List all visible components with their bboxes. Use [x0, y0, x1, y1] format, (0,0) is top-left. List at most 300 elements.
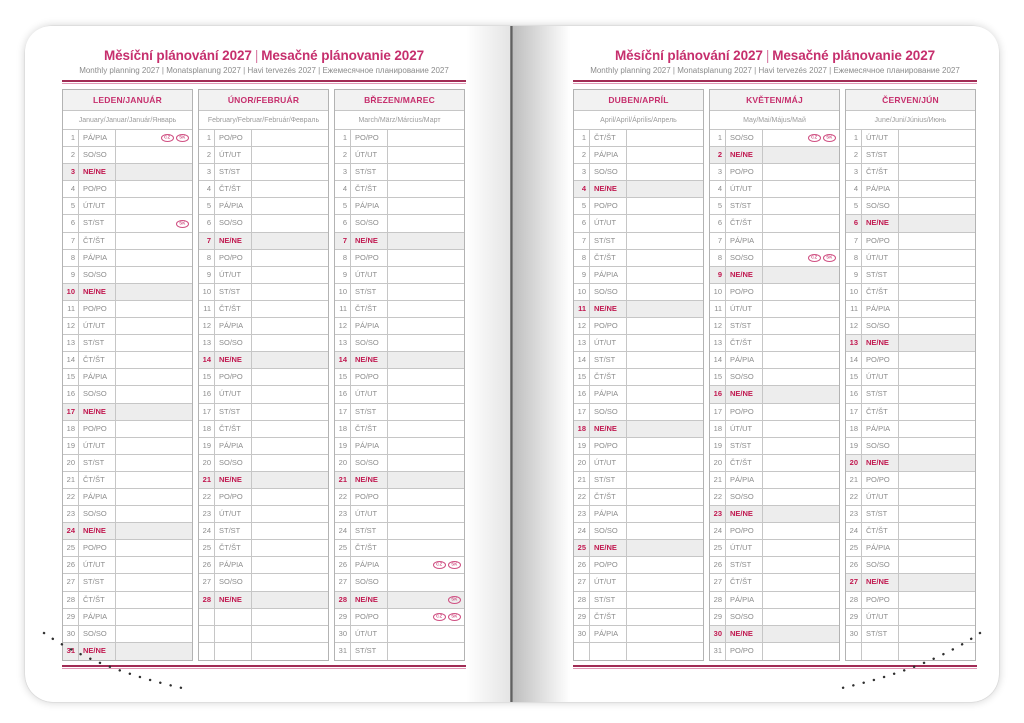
weekday-label: NE/NE — [79, 284, 116, 300]
weekday-label: PÁ/PIA — [590, 147, 627, 163]
page-title-cz: Měsíční plánování 2027 — [614, 48, 763, 63]
weekday-label: ST/ST — [215, 404, 252, 420]
holiday-badge-text: SK — [179, 135, 186, 141]
day-row — [63, 130, 192, 147]
day-row — [335, 626, 464, 643]
day-number: 2 — [846, 147, 862, 163]
holiday-badge-text: CZ — [811, 135, 818, 141]
day-row — [574, 233, 703, 250]
day-number: 18 — [710, 421, 726, 437]
day-number: 18 — [574, 421, 590, 437]
months-grid-left — [62, 89, 466, 661]
day-number: 9 — [335, 267, 351, 283]
weekday-label: ÚT/UT — [79, 198, 116, 214]
note-cell — [116, 335, 192, 351]
weekday-label: NE/NE — [726, 506, 763, 522]
page-right-content — [573, 48, 977, 669]
weekday-label: PÁ/PIA — [79, 130, 116, 146]
day-number: 23 — [574, 506, 590, 522]
holiday-badge-cz — [433, 561, 446, 569]
note-cell — [899, 284, 975, 300]
day-row — [63, 267, 192, 284]
day-row — [335, 523, 464, 540]
weekday-label — [215, 643, 252, 660]
note-cell — [899, 215, 975, 231]
note-cell — [116, 369, 192, 385]
day-row — [846, 540, 975, 557]
day-row — [846, 386, 975, 403]
weekday-label: PO/PO — [79, 181, 116, 197]
day-number: 16 — [335, 386, 351, 402]
day-number: 17 — [199, 404, 215, 420]
day-number: 13 — [710, 335, 726, 351]
day-row — [846, 472, 975, 489]
day-number: 27 — [63, 574, 79, 590]
day-row — [710, 626, 839, 643]
day-row — [199, 506, 328, 523]
day-number: 15 — [63, 369, 79, 385]
day-row — [710, 455, 839, 472]
weekday-label: ČT/ŠT — [79, 592, 116, 608]
weekday-label: PO/PO — [215, 130, 252, 146]
day-row — [335, 574, 464, 591]
month-table-duben-april — [573, 89, 704, 661]
day-number: 30 — [63, 626, 79, 642]
weekday-label: ÚT/UT — [351, 386, 388, 402]
weekday-label: SO/SO — [215, 215, 252, 231]
weekday-label: PO/PO — [351, 489, 388, 505]
weekday-label: NE/NE — [726, 267, 763, 283]
note-cell — [388, 592, 464, 608]
day-number: 31 — [710, 643, 726, 660]
weekday-label: PO/PO — [215, 489, 252, 505]
day-row — [846, 130, 975, 147]
day-number: 24 — [199, 523, 215, 539]
day-number: 13 — [63, 335, 79, 351]
weekday-label: ST/ST — [215, 284, 252, 300]
day-row — [710, 506, 839, 523]
day-number: 29 — [846, 609, 862, 625]
note-cell — [388, 523, 464, 539]
day-row — [846, 318, 975, 335]
day-row — [710, 318, 839, 335]
day-number: 28 — [574, 592, 590, 608]
day-number: 9 — [574, 267, 590, 283]
note-cell — [388, 421, 464, 437]
day-number: 21 — [574, 472, 590, 488]
note-cell — [388, 386, 464, 402]
note-cell — [388, 181, 464, 197]
day-number: 14 — [63, 352, 79, 368]
weekday-label: ST/ST — [862, 267, 899, 283]
holiday-badge-text: CZ — [811, 255, 818, 260]
day-row — [335, 472, 464, 489]
day-row — [63, 404, 192, 421]
note-cell — [627, 438, 703, 454]
note-cell — [899, 233, 975, 249]
day-row — [574, 421, 703, 438]
day-row — [574, 523, 703, 540]
note-cell — [899, 250, 975, 266]
weekday-label: SO/SO — [351, 455, 388, 471]
weekday-label: ST/ST — [590, 592, 627, 608]
weekday-label: NE/NE — [862, 455, 899, 471]
day-number: 19 — [574, 438, 590, 454]
day-number: 4 — [335, 181, 351, 197]
day-number: 16 — [710, 386, 726, 402]
day-number: 9 — [199, 267, 215, 283]
weekday-label: PÁ/PIA — [862, 181, 899, 197]
weekday-label: NE/NE — [79, 404, 116, 420]
month-subtitle: February/Februar/Február/Февраль — [199, 111, 328, 130]
day-number: 29 — [63, 609, 79, 625]
day-row — [574, 318, 703, 335]
note-cell — [899, 421, 975, 437]
weekday-label: PO/PO — [726, 523, 763, 539]
day-row — [846, 609, 975, 626]
day-row — [63, 438, 192, 455]
note-cell — [627, 626, 703, 642]
note-cell — [388, 455, 464, 471]
day-row — [335, 164, 464, 181]
note-cell — [252, 147, 328, 163]
page-title-sk: Mesačné plánovanie 2027 — [261, 48, 425, 63]
weekday-label: ČT/ŠT — [590, 130, 627, 146]
holiday-badge-cz — [808, 254, 821, 262]
weekday-label: ST/ST — [862, 147, 899, 163]
day-row — [846, 455, 975, 472]
day-number: 28 — [710, 592, 726, 608]
day-number: 14 — [710, 352, 726, 368]
empty-row — [199, 643, 328, 660]
note-cell — [627, 609, 703, 625]
day-row — [63, 164, 192, 181]
day-row — [335, 592, 464, 609]
day-number: 25 — [710, 540, 726, 556]
weekday-label: ST/ST — [726, 557, 763, 573]
weekday-label: NE/NE — [862, 215, 899, 231]
day-number: 12 — [710, 318, 726, 334]
month-subtitle: April/April/Április/Апрель — [574, 111, 703, 130]
weekday-label: NE/NE — [726, 147, 763, 163]
day-number: 7 — [574, 233, 590, 249]
weekday-label: SO/SO — [590, 404, 627, 420]
note-cell — [388, 404, 464, 420]
day-row — [335, 557, 464, 574]
weekday-label: ST/ST — [351, 523, 388, 539]
day-number: 8 — [846, 250, 862, 266]
note-cell — [388, 164, 464, 180]
holiday-badge-cz — [161, 134, 174, 142]
day-number: 13 — [199, 335, 215, 351]
day-number: 27 — [710, 574, 726, 590]
note-cell — [388, 233, 464, 249]
note-cell — [899, 267, 975, 283]
day-row — [63, 250, 192, 267]
day-row — [710, 233, 839, 250]
weekday-label: SO/SO — [590, 284, 627, 300]
day-row — [199, 215, 328, 232]
day-row — [63, 506, 192, 523]
note-cell — [252, 557, 328, 573]
note-cell — [116, 250, 192, 266]
weekday-label: ČT/ŠT — [590, 489, 627, 505]
day-row — [335, 284, 464, 301]
day-number: 25 — [574, 540, 590, 556]
day-number: 25 — [63, 540, 79, 556]
day-row — [710, 164, 839, 181]
note-cell — [252, 643, 328, 660]
day-number: 7 — [199, 233, 215, 249]
note-cell — [763, 489, 839, 505]
day-row — [710, 540, 839, 557]
holiday-badge-text: SK — [826, 135, 833, 141]
weekday-label: PO/PO — [351, 369, 388, 385]
note-cell — [388, 250, 464, 266]
day-row — [574, 609, 703, 626]
month-subtitle: January/Januar/Január/Январь — [63, 111, 192, 130]
weekday-label: ČT/ŠT — [862, 164, 899, 180]
weekday-label: SO/SO — [351, 215, 388, 231]
month-table-leden-januar — [62, 89, 193, 661]
note-cell — [116, 438, 192, 454]
holiday-badge-text: SK — [826, 255, 833, 260]
day-row — [574, 198, 703, 215]
note-cell — [899, 472, 975, 488]
weekday-label: PÁ/PIA — [215, 318, 252, 334]
day-row — [710, 592, 839, 609]
weekday-label: SO/SO — [726, 250, 763, 266]
day-row — [574, 147, 703, 164]
note-cell — [252, 404, 328, 420]
weekday-label: ČT/ŠT — [726, 215, 763, 231]
day-number: 1 — [574, 130, 590, 146]
note-cell — [252, 540, 328, 556]
weekday-label: PO/PO — [590, 438, 627, 454]
day-number — [574, 643, 590, 660]
day-row — [574, 506, 703, 523]
day-number: 4 — [846, 181, 862, 197]
note-cell — [899, 438, 975, 454]
note-cell — [763, 404, 839, 420]
day-number: 5 — [846, 198, 862, 214]
note-cell — [252, 609, 328, 625]
note-cell — [763, 369, 839, 385]
weekday-label: ÚT/UT — [862, 489, 899, 505]
day-number: 10 — [63, 284, 79, 300]
gutter-shadow-left — [466, 26, 512, 702]
note-cell — [763, 147, 839, 163]
day-row — [63, 369, 192, 386]
day-number: 27 — [335, 574, 351, 590]
day-row — [335, 318, 464, 335]
weekday-label: SO/SO — [215, 335, 252, 351]
note-cell — [627, 250, 703, 266]
day-number: 28 — [846, 592, 862, 608]
day-row — [199, 421, 328, 438]
day-number: 7 — [710, 233, 726, 249]
day-row — [199, 523, 328, 540]
weekday-label: PO/PO — [351, 130, 388, 146]
note-cell — [116, 352, 192, 368]
day-number: 17 — [710, 404, 726, 420]
weekday-label: ČT/ŠT — [590, 250, 627, 266]
day-row — [846, 215, 975, 232]
note-cell — [252, 181, 328, 197]
weekday-label: ST/ST — [590, 352, 627, 368]
holiday-badge-text: SK — [451, 597, 458, 602]
note-cell — [388, 147, 464, 163]
day-row — [335, 147, 464, 164]
weekday-label: ÚT/UT — [726, 421, 763, 437]
weekday-label: ST/ST — [862, 386, 899, 402]
month-table-unor-februar — [198, 89, 329, 661]
note-cell — [763, 540, 839, 556]
day-row — [710, 250, 839, 267]
weekday-label: ST/ST — [351, 643, 388, 660]
weekday-label: SO/SO — [862, 318, 899, 334]
day-number: 10 — [574, 284, 590, 300]
day-number: 19 — [710, 438, 726, 454]
weekday-label: ČT/ŠT — [862, 404, 899, 420]
day-number: 31 — [63, 643, 79, 660]
day-row — [335, 233, 464, 250]
day-number: 27 — [846, 574, 862, 590]
weekday-label: NE/NE — [726, 386, 763, 402]
day-row — [710, 198, 839, 215]
weekday-label: SO/SO — [79, 147, 116, 163]
note-cell — [899, 455, 975, 471]
weekday-label: ÚT/UT — [351, 506, 388, 522]
weekday-label: SO/SO — [79, 386, 116, 402]
day-row — [335, 506, 464, 523]
day-number: 4 — [199, 181, 215, 197]
weekday-label: NE/NE — [79, 164, 116, 180]
weekday-label: PO/PO — [726, 284, 763, 300]
note-cell — [899, 489, 975, 505]
note-cell — [627, 472, 703, 488]
weekday-label: SO/SO — [351, 574, 388, 590]
day-number — [199, 609, 215, 625]
day-row — [335, 540, 464, 557]
weekday-label: PO/PO — [726, 643, 763, 660]
note-cell — [627, 592, 703, 608]
day-number: 16 — [574, 386, 590, 402]
day-row — [199, 267, 328, 284]
note-cell — [899, 352, 975, 368]
note-cell — [116, 557, 192, 573]
day-row — [574, 455, 703, 472]
weekday-label: PO/PO — [726, 404, 763, 420]
page-subtitle: Monthly planning 2027 | Monatsplanung 2027 | Havi tervezés 2027 | Ежемесячное планирование 2027 — [79, 66, 449, 75]
day-row — [846, 250, 975, 267]
day-number: 5 — [199, 198, 215, 214]
day-number: 11 — [199, 301, 215, 317]
day-number: 31 — [335, 643, 351, 660]
day-number: 1 — [199, 130, 215, 146]
day-row — [63, 523, 192, 540]
day-row — [846, 592, 975, 609]
day-row — [710, 215, 839, 232]
day-number: 21 — [710, 472, 726, 488]
note-cell — [116, 198, 192, 214]
weekday-label: PÁ/PIA — [726, 352, 763, 368]
day-number: 25 — [335, 540, 351, 556]
day-row — [574, 404, 703, 421]
note-cell — [252, 506, 328, 522]
day-number: 15 — [846, 369, 862, 385]
day-number: 6 — [574, 215, 590, 231]
day-number: 23 — [846, 506, 862, 522]
note-cell — [763, 233, 839, 249]
weekday-label: SO/SO — [215, 574, 252, 590]
weekday-label: PÁ/PIA — [79, 250, 116, 266]
day-number: 20 — [846, 455, 862, 471]
day-number: 28 — [335, 592, 351, 608]
weekday-label: SO/SO — [590, 164, 627, 180]
day-row — [199, 540, 328, 557]
note-cell — [899, 404, 975, 420]
day-row — [846, 421, 975, 438]
weekday-label: SO/SO — [726, 609, 763, 625]
day-number: 12 — [846, 318, 862, 334]
note-cell — [763, 574, 839, 590]
weekday-label: PÁ/PIA — [351, 318, 388, 334]
day-number: 13 — [846, 335, 862, 351]
weekday-label: ST/ST — [215, 523, 252, 539]
day-number: 8 — [710, 250, 726, 266]
weekday-label: ČT/ŠT — [351, 540, 388, 556]
day-row — [199, 557, 328, 574]
note-cell — [763, 284, 839, 300]
day-row — [846, 164, 975, 181]
day-number: 16 — [63, 386, 79, 402]
note-cell — [388, 489, 464, 505]
weekday-label: ÚT/UT — [862, 250, 899, 266]
note-cell — [252, 318, 328, 334]
weekday-label: PÁ/PIA — [590, 267, 627, 283]
weekday-label: ÚT/UT — [726, 540, 763, 556]
day-number: 17 — [335, 404, 351, 420]
month-name: KVĚTEN/MÁJ — [710, 90, 839, 111]
month-table-cerven-jun — [845, 89, 976, 661]
day-number: 15 — [335, 369, 351, 385]
weekday-label: PÁ/PIA — [862, 421, 899, 437]
day-row — [63, 574, 192, 591]
day-row — [335, 198, 464, 215]
day-row — [846, 352, 975, 369]
day-row — [574, 130, 703, 147]
day-row — [335, 438, 464, 455]
weekday-label: SO/SO — [862, 198, 899, 214]
day-row — [846, 198, 975, 215]
day-row — [846, 557, 975, 574]
day-row — [199, 181, 328, 198]
weekday-label: PO/PO — [862, 472, 899, 488]
day-row — [199, 386, 328, 403]
day-number: 24 — [63, 523, 79, 539]
weekday-label: ÚT/UT — [351, 626, 388, 642]
day-number: 29 — [335, 609, 351, 625]
note-cell — [899, 147, 975, 163]
day-row — [846, 404, 975, 421]
day-row — [199, 250, 328, 267]
note-cell — [116, 147, 192, 163]
weekday-label: ST/ST — [79, 455, 116, 471]
day-row — [574, 369, 703, 386]
weekday-label: ÚT/UT — [215, 147, 252, 163]
day-number: 7 — [846, 233, 862, 249]
